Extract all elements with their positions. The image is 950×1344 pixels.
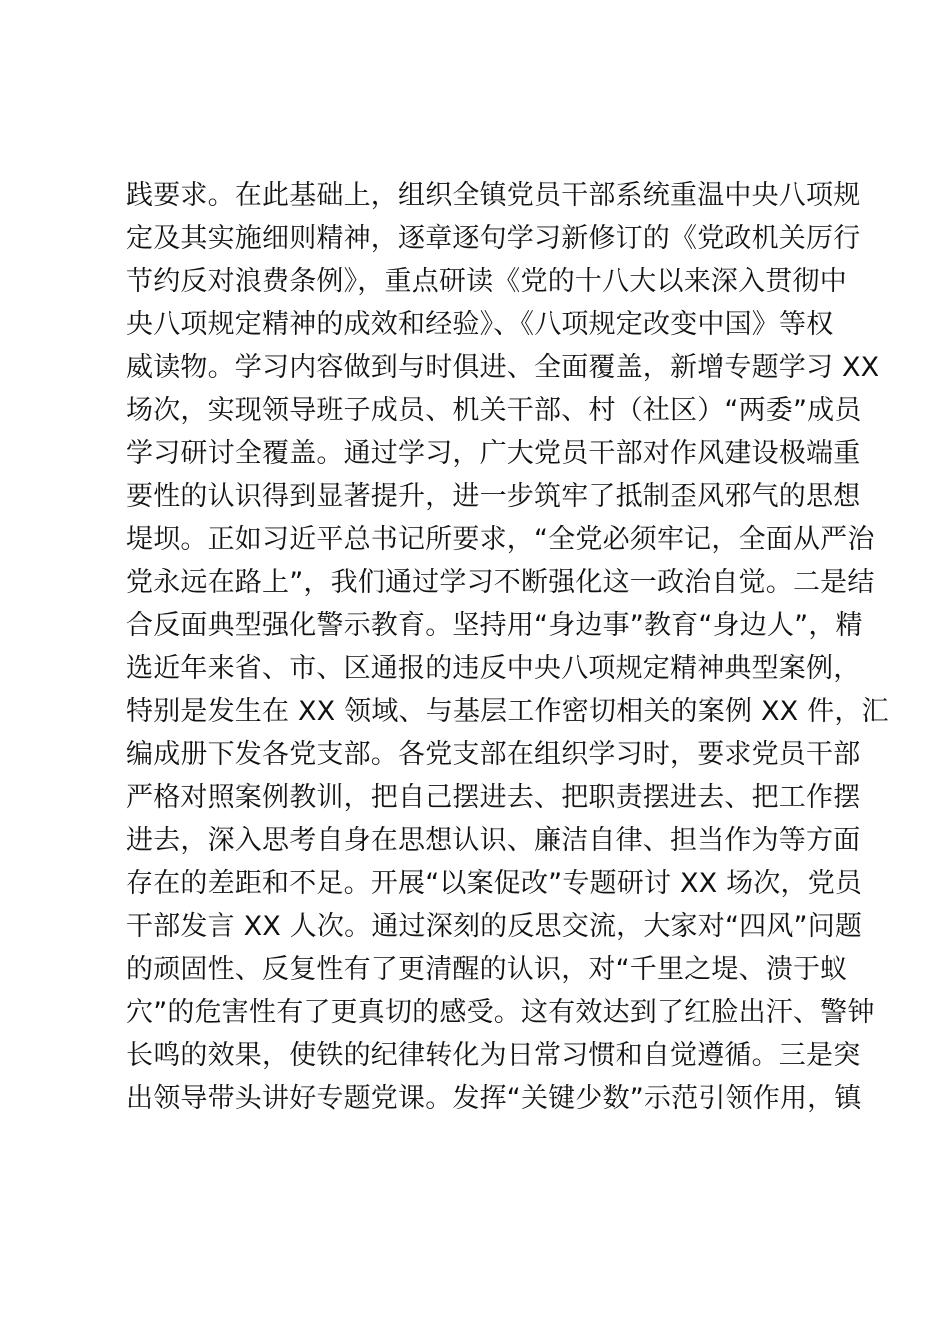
text-line: 长鸣的效果，使铁的纪律转化为日常习惯和自觉遵循。三是突: [126, 1040, 861, 1071]
text-line: 严格对照案例教训，把自己摆进去、把职责摆进去、把工作摆: [126, 782, 861, 813]
text-line: 选近年来省、市、区通报的违反中央八项规定精神典型案例，: [126, 653, 861, 684]
text-line: 存在的差距和不足。开展“以案促改”专题研讨 XX 场次，党员: [126, 868, 863, 899]
text-line: 党永远在路上”，我们通过学习不断强化这一政治自觉。二是结: [126, 567, 875, 598]
text-line: 合反面典型强化警示教育。坚持用“身边事”教育“身边人”，精: [126, 610, 863, 641]
text-line: 学习研讨全覆盖。通过学习，广大党员干部对作风建设极端重: [126, 438, 861, 469]
text-line: 场次，实现领导班子成员、机关干部、村（社区）“两委”成员: [126, 395, 862, 426]
text-line: 定及其实施细则精神，逐章逐句学习新修订的《党政机关厉行: [126, 223, 861, 254]
text-line: 堤坝。正如习近平总书记所要求，“全党必须牢记，全面从严治: [126, 524, 875, 555]
text-line: 威读物。学习内容做到与时俱进、全面覆盖，新增专题学习 XX: [126, 352, 880, 383]
text-line: 特别是发生在 XX 领域、与基层工作密切相关的案例 XX 件，汇: [126, 696, 889, 727]
text-line: 要性的认识得到显著提升，进一步筑牢了抵制歪风邪气的思想: [126, 481, 861, 512]
text-line: 进去，深入思考自身在思想认识、廉洁自律、担当作为等方面: [126, 825, 861, 856]
text-line: 的顽固性、反复性有了更清醒的认识，对“千里之堤、溃于蚁: [126, 954, 848, 985]
text-line: 央八项规定精神的成效和经验》、《八项规定改变中国》等权: [126, 309, 834, 340]
body-paragraph: [126, 174, 889, 1120]
text-line: 穴”的危害性有了更真切的感受。这有效达到了红脸出汗、警钟: [126, 997, 875, 1028]
text-line: 践要求。在此基础上，组织全镇党员干部系统重温中央八项规: [126, 180, 861, 211]
text-line: 节约反对浪费条例》，重点研读《党的十八大以来深入贯彻中: [126, 266, 847, 297]
text-line: 编成册下发各党支部。各党支部在组织学习时，要求党员干部: [126, 739, 861, 770]
text-line: 出领导带头讲好专题党课。发挥“关键少数”示范引领作用，镇: [126, 1083, 862, 1114]
text-line: 干部发言 XX 人次。通过深刻的反思交流，大家对“四风”问题: [126, 911, 863, 942]
